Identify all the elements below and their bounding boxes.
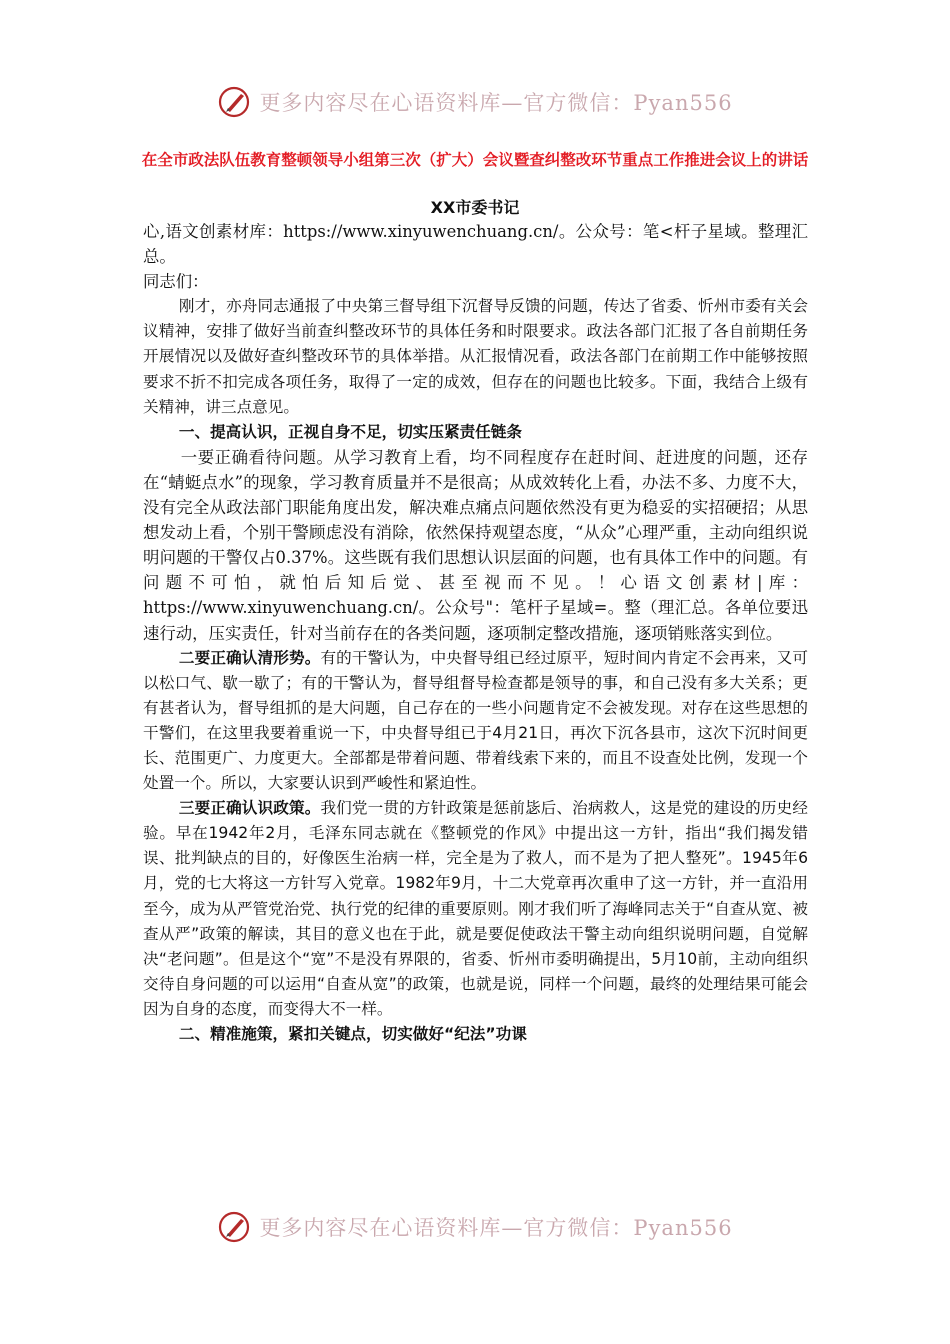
document-body — [143, 219, 808, 1047]
source-note: 心,语文创素材库：https://www.xinyuwenchuang.cn/。公众号：笔<杆子星域。整理汇总。 — [143, 222, 808, 267]
header-banner — [0, 82, 950, 122]
paragraph-policy — [143, 796, 808, 1022]
section-heading-1: 一、提高认识，正视自身不足，切实压紧责任链条 — [178, 422, 522, 441]
paragraph-problems: 一要正确看待问题。从学习教育上看，均不同程度存在赶时间、赶进度的问题，还存在“蜻蜓点水”的现象，学习教育质量并不是很高；从成效转化上看，办法不多、力度不大，没有完全从政法部门职能角度出发，解决难点痛点问题依然没有更为稳妥的实招硬招；从思想发动上看，个别干警顾虑没有消除，依然保持观望态度，“从众”心理严重，主动向组织说明问题的干警仅占0.37%。这些既有我们思想认识层面的问题，也有具体工作中的问题。有问题不可怕，就怕后知后觉、甚至视而不见。！心语文创素材|库：https://www.xinyuwenchuang.cn/。公众号"：笔杆子星域=。整（理汇总。各单位要迅速行动，压实责任，针对当前存在的各类问题，逐项制定整改措施，逐项销账落实到位。 — [143, 447, 808, 643]
salutation: 同志们： — [143, 272, 209, 292]
section-heading-2: 二、精准施策，紧扣关键点，切实做好“纪法”功课 — [178, 1025, 527, 1043]
document-author: XX市委书记 — [430, 198, 520, 217]
document-title: 在全市政法队伍教育整顿领导小组第三次（扩大）会议暨查纠整改环节重点工作推进会议上的讲话 — [141, 151, 809, 169]
paragraph-lead: 二要正确认清形势。 — [178, 648, 321, 667]
paragraph-lead: 三要正确认识政策。 — [178, 799, 321, 818]
paragraph-text: 我们党一贯的方针政策是惩前毖后、治病救人，这是党的建设的历史经验。早在1942年2月，毛泽东同志就在《整顿党的作风》中提出这一方针，指出“我们揭发错误、批判缺点的目的，好像医生治病一样，完全是为了救人，而不是为了把人整死”。1945年6月，党的七大将这一方针写入党章。1982年9月，十二大党章再次重申了这一方针，并一直沿用至今，成为从严管党治党、执行党的纪律的重要原则。刚才我们听了海峰同志关于“自查从宽、被查从严”政策的解读，其目的意义也在于此，就是要促使政法干警主动向组织说明问题，自觉解决“老问题”。但是这个“宽”不是没有界限的，省委、忻州市委明确提出，5月10前，主动向组织交待自身问题的可以运用“自查从宽”的政策，也就是说，同样一个问题，最终的处理结果可能会因为自身的态度，而变得大不一样。 — [143, 799, 808, 1018]
paragraph-intro: 刚才，亦舟同志通报了中央第三督导组下沉督导反馈的问题，传达了省委、忻州市委有关会议精神，安排了做好当前查纠整改环节的具体任务和时限要求。政法各部门汇报了各自前期任务开展情况以及做好查纠整改环节的具体举措。从汇报情况看，政法各部门在前期工作中能够按照要求不折不扣完成各项任务，取得了一定的成效，但存在的问题也比较多。下面，我结合上级有关精神，讲三点意见。 — [143, 297, 808, 416]
banner-text: 更多内容尽在心语资料库—官方微信：Pyan556 — [259, 1216, 733, 1240]
pen-circle-icon — [217, 85, 251, 119]
paragraph-text: 有的干警认为，中央督导组已经过原平，短时间内肯定不会再来，又可以松口气、歇一歇了；有的干警认为，督导组督导检查都是领导的事，和自己没有多大关系；更有甚者认为，督导组抓的是大问题，自己存在的一些小问题肯定不会被发现。对存在这些思想的干警们，在这里我要着重说一下，中央督导组已于4月21日，再次下沉各县市，这次下沉时间更长、范围更广、力度更大。全部都是带着问题、带着线索下来的，而且不设查处比例，发现一个处置一个。所以，大家要认识到严峻性和紧迫性。 — [143, 648, 808, 793]
banner-text: 更多内容尽在心语资料库—官方微信：Pyan556 — [259, 91, 733, 115]
pen-circle-icon — [217, 1210, 251, 1244]
footer-banner — [0, 1207, 950, 1247]
paragraph-situation — [143, 646, 808, 797]
